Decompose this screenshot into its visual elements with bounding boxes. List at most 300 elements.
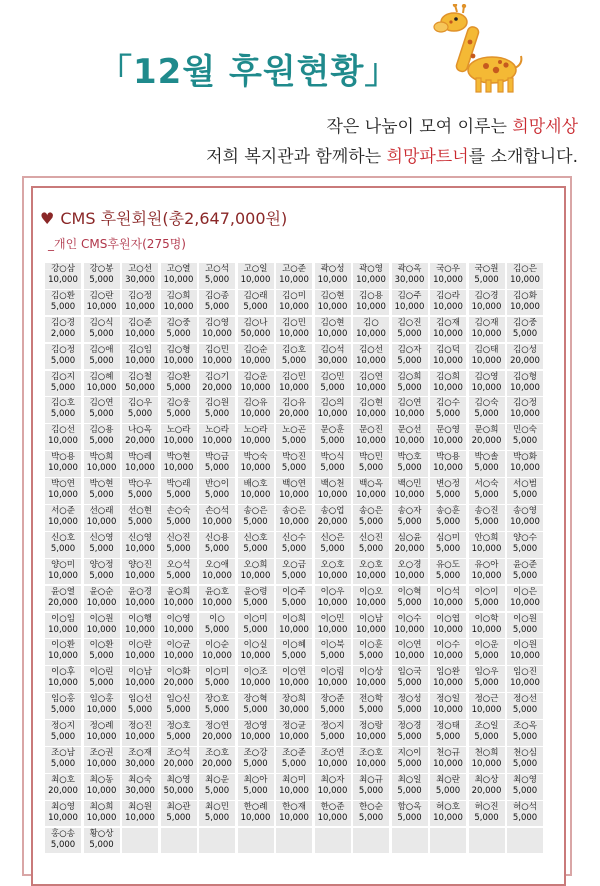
donor-name: 김○연 <box>397 398 422 409</box>
donor-amount: 10,000 <box>433 382 463 393</box>
donor-name: 박○용 <box>51 452 75 463</box>
donor-amount: 10,000 <box>433 759 463 770</box>
donor-cell <box>430 801 466 827</box>
donor-name: 윤○순 <box>89 586 114 597</box>
donor-amount: 10,000 <box>433 812 463 823</box>
donor-name: 김○종 <box>205 290 229 301</box>
donor-name: 이○임 <box>51 613 75 624</box>
donor-amount: 5,000 <box>89 543 114 554</box>
donor-cell <box>238 344 274 370</box>
donor-amount: 10,000 <box>433 463 463 474</box>
donor-name: 신○호 <box>243 532 268 543</box>
donor-cell <box>45 774 81 800</box>
donor-cell <box>161 263 197 289</box>
donor-amount: 10,000 <box>279 301 309 312</box>
donor-cell <box>161 478 197 504</box>
donor-amount: 5,000 <box>243 785 268 796</box>
donor-amount: 10,000 <box>48 463 78 474</box>
donor-amount: 10,000 <box>510 517 540 528</box>
intro-line-2-suffix: 를 소개합니다. <box>468 147 578 167</box>
donor-name: 신○영 <box>89 532 114 543</box>
donor-cell <box>84 666 120 692</box>
donor-cell <box>353 586 389 612</box>
donor-cell <box>430 371 466 397</box>
donor-amount: 20,000 <box>471 436 502 447</box>
donor-name: 이○행 <box>128 613 152 624</box>
donor-cell <box>45 424 81 450</box>
donor-name: 정○례 <box>89 721 114 732</box>
donor-cell <box>315 451 351 477</box>
donor-cell <box>315 290 351 316</box>
donor-amount: 10,000 <box>471 543 502 554</box>
donor-amount: 5,000 <box>166 517 191 528</box>
donor-amount: 10,000 <box>202 355 232 366</box>
donor-cell <box>276 693 312 719</box>
donor-name: 임○홍 <box>89 694 114 705</box>
donor-name: 노○곤 <box>282 425 306 436</box>
donor-cell <box>45 505 81 531</box>
donor-cell <box>353 344 389 370</box>
donor-name: 국○우 <box>436 264 460 274</box>
donor-cell <box>45 263 81 289</box>
donor-name: 김○ <box>363 317 379 328</box>
donor-name: 조○호 <box>359 748 383 759</box>
donor-cell <box>430 639 466 665</box>
donor-cell <box>315 397 351 423</box>
donor-name: 정○태 <box>436 721 460 732</box>
donor-cell <box>353 613 389 639</box>
donor-cell <box>238 505 274 531</box>
donor-name: 국○원 <box>474 264 499 274</box>
donor-name: 박○현 <box>166 452 191 463</box>
donor-name: 변○정 <box>436 479 460 490</box>
donor-cell <box>507 371 543 397</box>
donor-cell <box>238 397 274 423</box>
donor-name: 이○란 <box>128 640 152 651</box>
donor-amount: 10,000 <box>317 409 348 420</box>
donor-cell <box>507 720 543 746</box>
donor-amount: 10,000 <box>317 490 348 501</box>
donor-cell <box>315 263 351 289</box>
donor-name: 김○운 <box>243 371 268 382</box>
donor-name: 선○현 <box>128 506 152 517</box>
donor-amount: 10,000 <box>125 732 155 743</box>
donor-amount: 10,000 <box>279 812 309 823</box>
donor-name: 최○민 <box>205 801 229 812</box>
donor-amount: 10,000 <box>163 436 194 447</box>
donor-cell <box>238 639 274 665</box>
donor-name: 최○자 <box>320 774 345 785</box>
donor-amount: 10,000 <box>471 705 502 716</box>
donor-name: 서○준 <box>51 506 75 517</box>
donor-amount: 10,000 <box>279 785 309 796</box>
donor-amount: 10,000 <box>471 624 502 635</box>
donor-amount: 5,000 <box>89 409 114 420</box>
donor-name: 천○심 <box>513 748 537 759</box>
donor-name: 양○정 <box>89 559 114 570</box>
donor-cell <box>276 290 312 316</box>
donor-amount: 10,000 <box>86 785 117 796</box>
donor-name: 전○학 <box>359 694 383 705</box>
donor-cell <box>315 666 351 692</box>
donor-amount: 5,000 <box>281 759 307 770</box>
donor-name: 이○엽 <box>436 613 460 624</box>
donor-cell <box>392 666 428 692</box>
donor-cell <box>122 505 158 531</box>
donor-name: 민○숙 <box>513 425 537 436</box>
donor-name: 이○혁 <box>397 586 422 597</box>
donor-amount: 5,000 <box>204 785 230 796</box>
donor-cell <box>199 828 235 854</box>
donor-name: 김○경 <box>474 290 499 301</box>
donor-name: 김○임 <box>128 344 152 355</box>
donor-cell <box>315 559 351 585</box>
donor-cell <box>199 424 235 450</box>
donor-cell <box>507 505 543 531</box>
intro-line-2-text: 저희 복지관과 함께하는 <box>206 147 387 167</box>
donor-cell <box>392 747 428 773</box>
donor-amount: 5,000 <box>89 328 114 339</box>
donor-name: 김○유 <box>282 398 306 409</box>
donor-name: 고○준 <box>282 264 306 274</box>
donor-cell <box>353 505 389 531</box>
donor-amount: 10,000 <box>279 678 309 689</box>
donor-name: 곽○영 <box>359 264 383 274</box>
donor-cell <box>430 424 466 450</box>
donor-amount: 20,000 <box>279 409 309 420</box>
donor-name: 박○숙 <box>243 452 268 463</box>
donor-cell <box>392 344 428 370</box>
donor-cell <box>507 666 543 692</box>
donor-amount: 5,000 <box>320 463 345 474</box>
donor-cell <box>45 747 81 773</box>
donor-amount: 10,000 <box>163 275 194 285</box>
donor-amount: 10,000 <box>240 382 271 393</box>
donor-name: 정○진 <box>128 721 152 732</box>
donor-amount: 20,000 <box>163 759 194 770</box>
donor-amount: 10,000 <box>510 678 540 689</box>
donor-name: 문○진 <box>359 425 383 436</box>
donor-cell <box>238 613 274 639</box>
donor-cell <box>469 613 505 639</box>
donor-cell <box>122 424 158 450</box>
donor-name: 김○용 <box>359 290 383 301</box>
donor-name: 이○영 <box>166 613 191 624</box>
donor-cell <box>469 828 505 854</box>
donor-amount: 10,000 <box>48 517 78 528</box>
donor-name: 김○미 <box>282 290 306 301</box>
donor-name: 김○민 <box>320 371 345 382</box>
donor-amount: 5,000 <box>512 436 538 447</box>
donor-name: 임○신 <box>166 694 191 705</box>
intro-line-2 <box>206 142 578 167</box>
donor-amount: 5,000 <box>127 705 153 716</box>
donor-amount: 10,000 <box>510 463 540 474</box>
donor-name: 윤○준 <box>513 559 537 570</box>
donor-cell <box>392 317 428 343</box>
donor-amount: 5,000 <box>166 328 191 339</box>
donor-name: 김○호 <box>282 344 306 355</box>
donor-name: 정○근 <box>474 694 499 705</box>
donor-cell <box>507 693 543 719</box>
donor-name: 문○희 <box>474 425 499 436</box>
donor-amount: 5,000 <box>474 463 499 474</box>
donor-name: 고○열 <box>166 264 191 274</box>
donor-amount: 5,000 <box>281 597 307 608</box>
donor-cell <box>238 720 274 746</box>
donor-amount: 30,000 <box>317 355 348 366</box>
donor-cell <box>238 424 274 450</box>
donor-amount: 5,000 <box>204 490 230 501</box>
donor-cell <box>199 801 235 827</box>
donor-cell <box>315 478 351 504</box>
donor-cell <box>84 371 120 397</box>
donor-amount: 10,000 <box>240 275 271 285</box>
donor-amount: 10,000 <box>510 651 540 662</box>
donor-name: 이○주 <box>282 586 306 597</box>
donor-cell <box>469 424 505 450</box>
donor-name: 김○현 <box>320 317 345 328</box>
donor-cell <box>430 666 466 692</box>
donor-name: 오○금 <box>282 559 306 570</box>
donor-amount: 10,000 <box>279 624 309 635</box>
donor-name: 최○란 <box>436 774 460 785</box>
donor-cell <box>238 532 274 558</box>
donor-amount: 10,000 <box>356 490 386 501</box>
donor-name: 곽○성 <box>320 264 345 274</box>
donor-cell <box>353 478 389 504</box>
donor-amount: 10,000 <box>125 355 155 366</box>
donor-name: 김○중 <box>166 317 191 328</box>
donor-name: 이○환 <box>51 640 75 651</box>
donor-amount: 5,000 <box>358 812 384 823</box>
donor-amount: 10,000 <box>317 275 348 285</box>
donor-amount: 30,000 <box>125 275 155 285</box>
donor-amount: 5,000 <box>474 732 499 743</box>
donor-name: 송○영 <box>513 506 537 517</box>
donor-cell <box>238 478 274 504</box>
donor-cell <box>430 451 466 477</box>
donor-cell <box>84 720 120 746</box>
donor-cell <box>199 317 235 343</box>
donor-name: 이○미 <box>205 667 229 678</box>
heart-icon: ♥ <box>40 209 55 228</box>
page-title: 「12월 후원현황」 <box>98 52 400 92</box>
donor-cell <box>430 505 466 531</box>
donor-amount: 5,000 <box>512 812 538 823</box>
donor-cell <box>276 317 312 343</box>
donor-name: 오○경 <box>397 559 422 570</box>
donor-name: 임○우 <box>474 667 499 678</box>
donor-name: 조○석 <box>166 748 191 759</box>
donor-name: 정○일 <box>436 694 460 705</box>
donor-name: 최○동 <box>89 774 114 785</box>
donor-cell <box>122 639 158 665</box>
donor-cell <box>161 666 197 692</box>
donor-name: 김○태 <box>474 344 499 355</box>
donor-cell <box>392 559 428 585</box>
donor-cell <box>84 613 120 639</box>
donor-name: 최○상 <box>474 774 499 785</box>
donor-amount: 30,000 <box>394 275 425 285</box>
donor-cell <box>45 317 81 343</box>
donor-name: 박○진 <box>282 452 306 463</box>
section-subtitle: _개인 CMS후원자(275명) <box>48 237 186 251</box>
donor-cell <box>161 747 197 773</box>
donor-name: 이○남 <box>128 667 152 678</box>
donor-amount: 10,000 <box>240 570 271 581</box>
donor-name: 김○용 <box>89 425 114 436</box>
donor-amount: 10,000 <box>125 463 155 474</box>
donor-cell <box>353 317 389 343</box>
donor-amount: 10,000 <box>240 732 271 743</box>
donor-cell <box>392 451 428 477</box>
donor-amount: 10,000 <box>240 678 271 689</box>
donor-cell <box>161 693 197 719</box>
donor-amount: 5,000 <box>89 275 114 285</box>
donor-amount: 50,000 <box>163 785 194 796</box>
donor-cell <box>469 290 505 316</box>
donor-name: 배○호 <box>243 479 268 490</box>
donor-name: 윤○호 <box>205 586 229 597</box>
donor-amount: 10,000 <box>48 570 78 581</box>
donor-cell <box>276 344 312 370</box>
donor-cell <box>84 559 120 585</box>
donor-cell <box>238 666 274 692</box>
donor-cell <box>199 451 235 477</box>
donor-name: 이○학 <box>474 613 499 624</box>
donor-cell <box>161 639 197 665</box>
donor-amount: 10,000 <box>433 275 463 285</box>
donor-cell <box>45 451 81 477</box>
donor-cell <box>276 613 312 639</box>
donor-name: 정○경 <box>397 721 422 732</box>
donor-amount: 5,000 <box>435 785 461 796</box>
donor-cell <box>392 693 428 719</box>
donor-amount: 10,000 <box>510 597 540 608</box>
donor-cell <box>199 478 235 504</box>
donor-cell <box>84 828 120 854</box>
donor-amount: 10,000 <box>240 651 271 662</box>
donor-cell <box>392 639 428 665</box>
donor-cell <box>238 747 274 773</box>
donor-amount: 10,000 <box>317 759 348 770</box>
donor-name: 문○훈 <box>320 425 345 436</box>
donor-name: 송○훈 <box>436 506 460 517</box>
donor-name: 최○관 <box>166 801 191 812</box>
donor-cell <box>45 478 81 504</box>
donor-amount: 5,000 <box>204 463 230 474</box>
donor-name: 최○영 <box>166 774 191 785</box>
donor-cell <box>122 720 158 746</box>
donor-name: 김○환 <box>166 371 191 382</box>
donor-amount: 5,000 <box>474 812 499 823</box>
donor-cell <box>161 317 197 343</box>
donor-amount: 10,000 <box>510 409 540 420</box>
donor-amount: 5,000 <box>474 678 499 689</box>
donor-cell <box>392 397 428 423</box>
donor-amount: 10,000 <box>240 355 271 366</box>
donor-amount: 5,000 <box>435 490 461 501</box>
donor-cell <box>507 424 543 450</box>
donor-name: 김○영 <box>474 371 499 382</box>
donor-name: 김○원 <box>205 398 229 409</box>
donor-cell <box>469 720 505 746</box>
donor-cell <box>392 532 428 558</box>
donor-name: 김○래 <box>243 290 268 301</box>
donor-cell <box>469 371 505 397</box>
donor-name: 이○혜 <box>282 640 306 651</box>
donor-name: 김○경 <box>51 317 75 328</box>
donor-cell <box>122 317 158 343</box>
donor-amount: 10,000 <box>86 301 117 312</box>
donor-amount: 10,000 <box>125 328 155 339</box>
donor-cell <box>238 693 274 719</box>
donor-cell <box>315 774 351 800</box>
donor-name: 이○원 <box>513 640 537 651</box>
donor-name: 이○민 <box>320 613 345 624</box>
donor-cell <box>84 263 120 289</box>
donor-cell <box>45 666 81 692</box>
donor-name: 최○희 <box>89 801 114 812</box>
donor-amount: 20,000 <box>394 543 425 554</box>
donor-cell <box>122 451 158 477</box>
donor-amount: 10,000 <box>356 409 386 420</box>
donor-cell <box>353 666 389 692</box>
donor-name: 김○혜 <box>89 371 114 382</box>
donor-amount: 10,000 <box>125 812 155 823</box>
donor-amount: 5,000 <box>474 651 499 662</box>
donor-cell <box>469 451 505 477</box>
donor-amount: 10,000 <box>394 651 425 662</box>
donor-cell <box>45 371 81 397</box>
donor-cell <box>392 478 428 504</box>
donor-cell <box>392 505 428 531</box>
donor-cell <box>507 828 543 854</box>
donor-name: 이○연 <box>282 667 306 678</box>
donor-cell <box>276 424 312 450</box>
donor-amount: 10,000 <box>202 436 232 447</box>
donor-name: 이○림 <box>320 667 345 678</box>
donor-amount: 5,000 <box>397 785 422 796</box>
donor-amount: 5,000 <box>397 597 422 608</box>
donor-name: 강○삼 <box>51 264 75 274</box>
donor-cell <box>45 290 81 316</box>
donor-cell <box>353 720 389 746</box>
donor-cell <box>469 317 505 343</box>
donor-name: 이○ <box>209 613 225 624</box>
donor-amount: 10,000 <box>125 301 155 312</box>
donor-amount: 10,000 <box>48 651 78 662</box>
donor-cell <box>430 559 466 585</box>
donor-name: 신○진 <box>166 532 191 543</box>
donor-amount: 5,000 <box>50 732 76 743</box>
donor-cell <box>353 559 389 585</box>
donor-amount: 5,000 <box>204 705 230 716</box>
donor-cell <box>199 532 235 558</box>
donor-name: 박○화 <box>513 452 537 463</box>
donor-amount: 5,000 <box>204 624 230 635</box>
donor-cell <box>469 559 505 585</box>
donor-cell <box>392 290 428 316</box>
donor-name: 이○희 <box>282 613 306 624</box>
donor-name: 김○현 <box>359 398 383 409</box>
donor-name: 김○선 <box>359 344 383 355</box>
donor-name: 최○숙 <box>128 774 152 785</box>
donor-amount: 10,000 <box>471 301 502 312</box>
donor-amount: 10,000 <box>86 812 117 823</box>
donor-cell <box>45 532 81 558</box>
